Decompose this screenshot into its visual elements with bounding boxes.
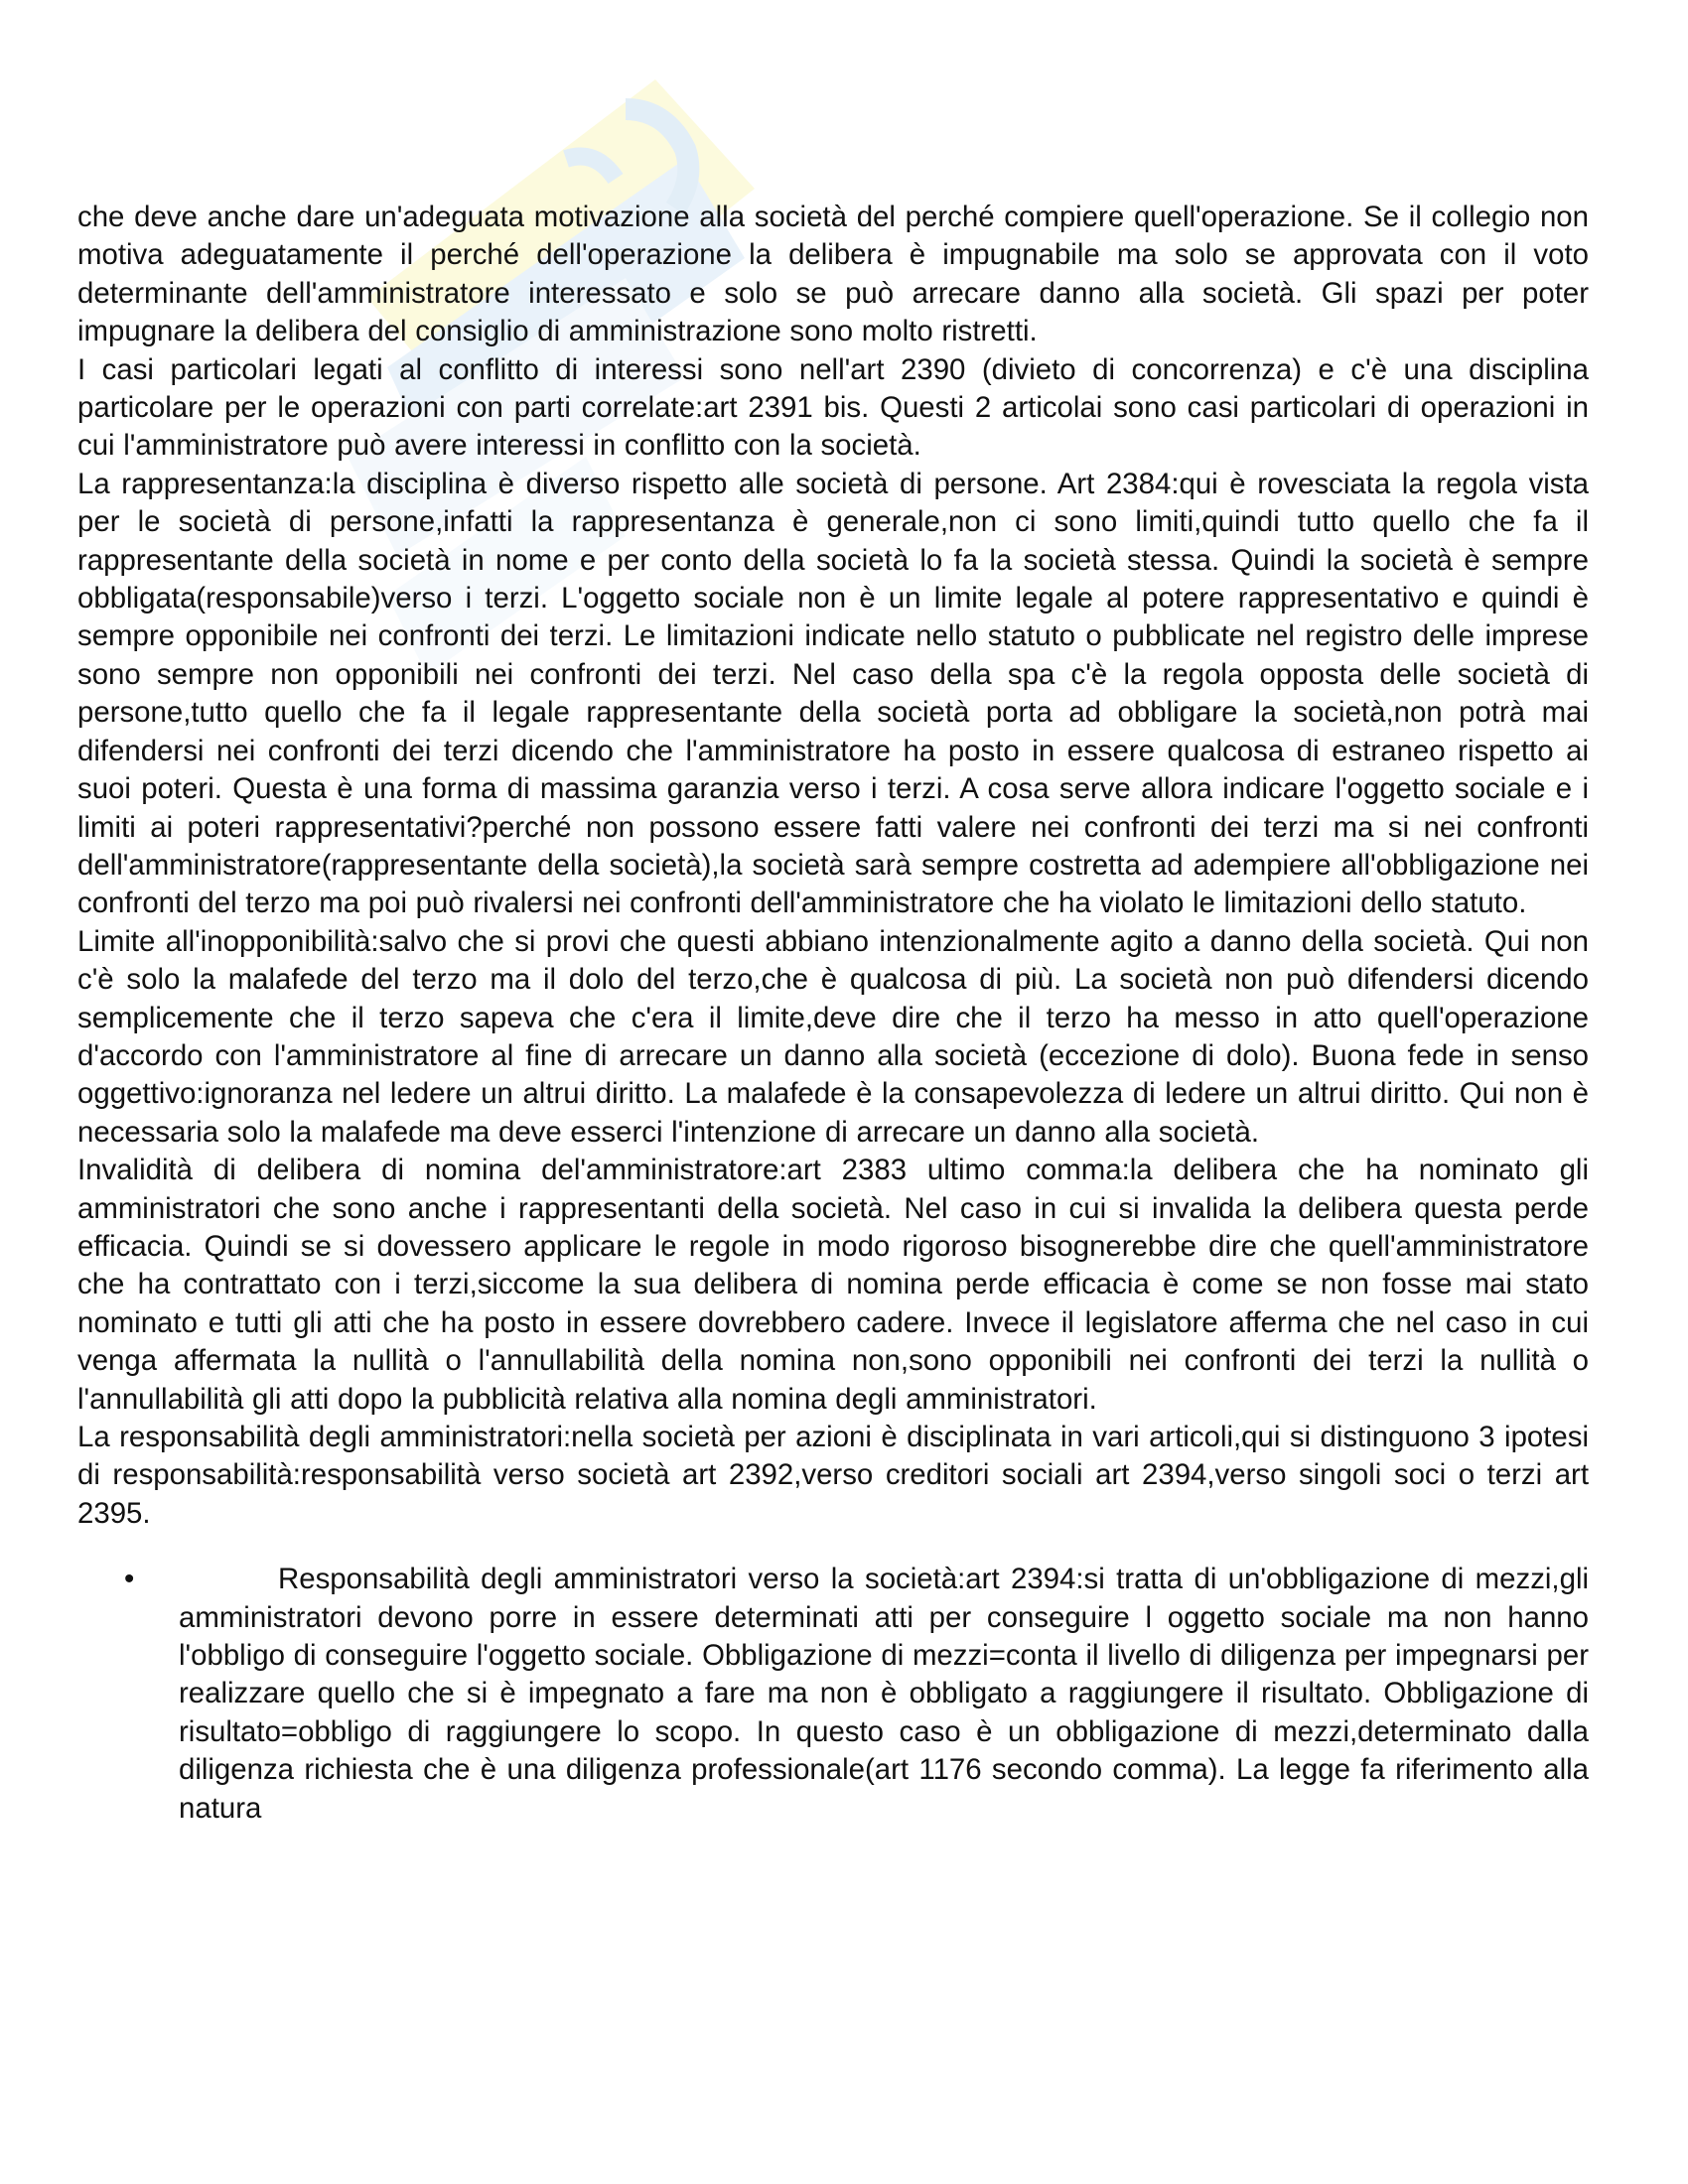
list-item — [77, 1561, 1589, 1828]
paragraph: I casi particolari legati al conflitto di interessi sono nell'art 2390 (divieto di concorrenza) e c'è una disciplina particolare per le operazioni con parti correlate:art 2391 bis. Questi 2 articolai sono casi particolari di operazioni in cui l'amministratore può avere interessi in conflitto con la società. — [77, 352, 1589, 463]
paragraph: La rappresentanza:la disciplina è diverso rispetto alle società di persone. Art 2384:qui è rovesciata la regola vista per le società di persone,infatti la rappresentanza è generale,non ci sono limiti,quindi tutto quello che fa il rappresentante della società in nome e per conto della società lo fa la società stessa. Quindi la società è sempre obbligata(responsabile)verso i terzi. L'oggetto sociale non è un limite legale al potere rappresentativo e quindi è sempre opponibile nei confronti dei terzi. Le limitazioni indicate nello statuto o pubblicate nel registro delle imprese sono sempre non opponibili nei confronti dei terzi. Nel caso della spa c'è la regola opposta delle società di persone,tutto quello che fa il legale rappresentante della società porta ad obbligare la società,non potrà mai difendersi nei confronti dei terzi dicendo che l'amministratore ha posto in essere qualcosa di estraneo rispetto ai suoi poteri. Questa è una forma di massima garanzia verso i terzi. A cosa serve allora indicare l'oggetto sociale e i limiti ai poteri rappresentativi?perché non possono essere fatti valere nei confronti dei terzi ma si nei confronti dell'amministratore(rappresentante della società),la società sarà sempre costretta ad adempiere all'obbligazione nei confronti del terzo ma poi può rivalersi nei confronti dell'amministratore che ha violato le limitazioni dello statuto. — [77, 467, 1589, 920]
document-body — [77, 199, 1589, 1828]
paragraph: che deve anche dare un'adeguata motivazione alla società del perché compiere quell'operazione. Se il collegio non motiva adeguatamente il perché dell'operazione la delibera è impugnabile ma solo se approvata con il voto determinante dell'amministratore interessato e solo se può arrecare danno alla società. Gli spazi per poter impugnare la delibera del consiglio di amministrazione sono molto ristretti. — [77, 201, 1589, 348]
paragraph: Invalidità di delibera di nomina del'amministratore:art 2383 ultimo comma:la delibera che ha nominato gli amministratori che sono anche i rappresentanti della società. Nel caso in cui si invalida la delibera questa perde efficacia. Quindi se si dovessero applicare le regole in modo rigoroso bisognerebbe dire che quell'amministratore che ha contrattato con i terzi,siccome la sua delibera di nomina perde efficacia è come se non fosse mai stato nominato e tutti gli atti che ha posto in essere dovrebbero cadere. Invece il legislatore afferma che nel caso in cui venga affermata la nullità o l'annullabilità della nomina non,sono opponibili nei confronti dei terzi la nullità o l'annullabilità gli atti dopo la pubblicità relativa alla nomina degli amministratori. — [77, 1154, 1589, 1416]
bullet-list — [77, 1561, 1589, 1828]
paragraph: La responsabilità degli amministratori:nella società per azioni è disciplinata in vari articoli,qui si distinguono 3 ipotesi di responsabilità:responsabilità verso società art 2392,verso creditori sociali art 2394,verso singoli soci o terzi art 2395. — [77, 1421, 1589, 1530]
paragraph: Limite all'inopponibilità:salvo che si provi che questi abbiano intenzionalmente agito a danno della società. Qui non c'è solo la malafede del terzo ma il dolo del terzo,che è qualcosa di più. La società non può difendersi dicendo semplicemente che il terzo sapeva che c'era il limite,deve dire che il terzo ha messo in atto quell'operazione d'accordo con l'amministratore al fine di arrecare un danno alla società (eccezione di dolo). Buona fede in senso oggettivo:ignoranza nel ledere un altrui diritto. La malafede è la consapevolezza di ledere un altrui diritto. Qui non è necessaria solo la malafede ma deve esserci l'intenzione di arrecare un danno alla società. — [77, 924, 1589, 1149]
bullet-marker: • — [124, 1563, 135, 1596]
bullet-text: Responsabilità degli amministratori verso la società:art 2394:si tratta di un'obbligazione di mezzi,gli amministratori devono porre in essere determinati atti per conseguire l oggetto sociale ma non hanno l'obbligo di conseguire l'oggetto sociale. Obbligazione di mezzi=conta il livello di diligenza per impegnarsi per realizzare quello che si è impegnato a fare ma non è obbligato a raggiungere il risultato. Obbligazione di risultato=obbligo di raggiungere lo scopo. In questo caso è un obbligazione di mezzi,determinato dalla diligenza richiesta che è una diligenza professionale(art 1176 secondo comma). La legge fa riferimento alla natura — [179, 1563, 1589, 1825]
